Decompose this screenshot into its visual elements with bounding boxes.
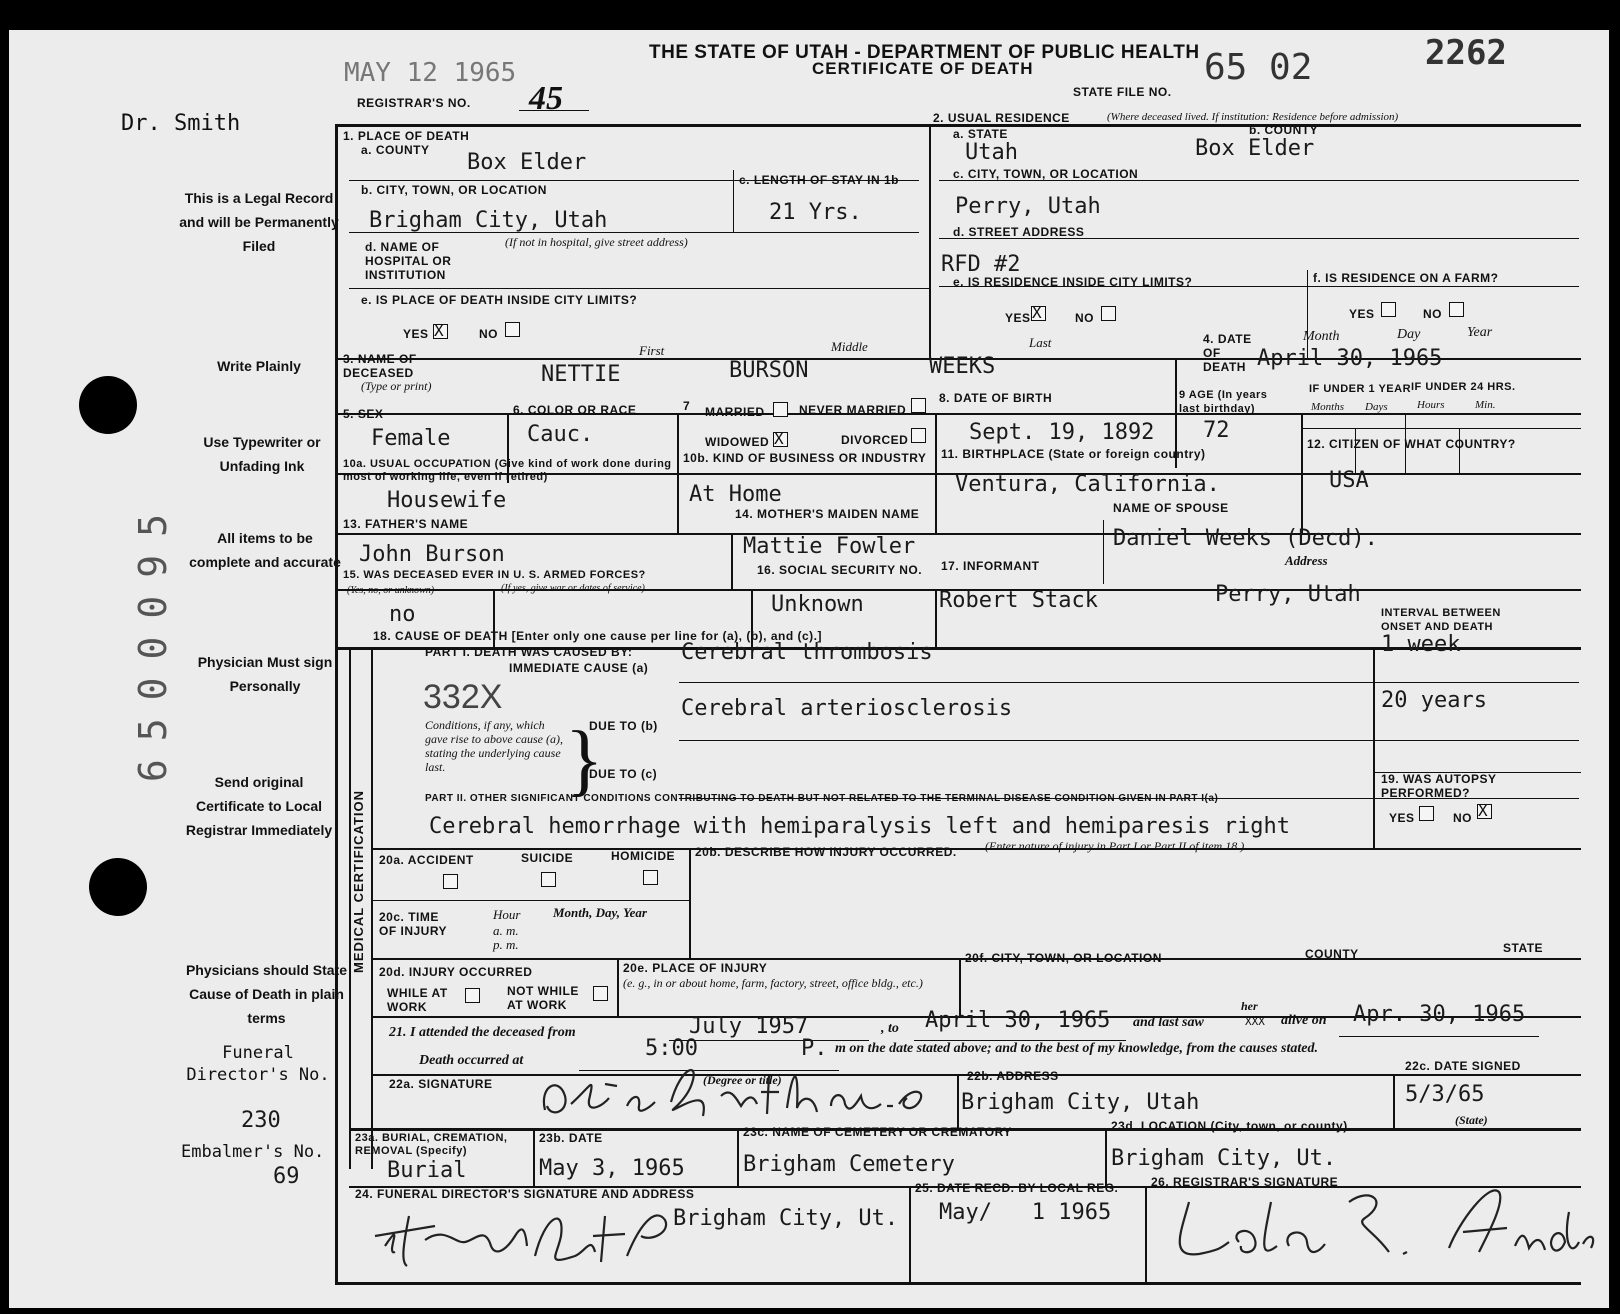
hour-label: Hour [493,907,521,922]
burial-date-value: May 3, 1965 [539,1156,685,1181]
physician-signature [531,1056,951,1128]
cemetery-label: 23c. NAME OF CEMETERY OR CREMATORY [743,1125,1012,1139]
res-street-value: RFD #2 [941,252,1021,277]
farm-yes-label: YES [1349,307,1375,321]
business-label: 10b. KIND OF BUSINESS OR INDUSTRY [683,451,927,465]
part1-label: PART I. DEATH WAS CAUSED BY: [425,645,633,659]
burial-date-label: 23b. DATE [539,1131,603,1145]
note-use-typewriter: Use Typewriter or Unfading Ink [203,434,321,474]
date-recd-label: 25. DATE RECD. BY LOCAL REG. [915,1181,1119,1195]
father-value: John Burson [359,542,505,567]
deceased-name-label: 3. NAME OF DECEASED [343,352,417,380]
accident-label: 20a. ACCIDENT [379,853,474,867]
married-checkbox[interactable] [773,402,788,417]
due-c-label: DUE TO (c) [589,767,658,781]
funeral-director-address: Brigham City, Ut. [673,1206,899,1231]
cemetery-value: Brigham Cemetery [743,1152,955,1177]
widowed-checkbox[interactable]: X [773,432,788,447]
state-note-label: (State) [1455,1113,1488,1127]
conditions-note: Conditions, if any, which gave rise to above cause (a), stating the underlying cause last. [425,718,563,774]
certificate-title: CERTIFICATE OF DEATH [812,59,1034,78]
days-label: Days [1365,401,1388,413]
res-no-label: NO [1075,311,1094,325]
attended-to-value: April 30, 1965 [925,1008,1111,1033]
citizen-label: 12. CITIZEN OF WHAT COUNTRY? [1307,437,1516,451]
due-b-value: Cerebral arteriosclerosis [681,696,1013,721]
injury-state-label: STATE [1503,941,1544,955]
alive-on-value: Apr. 30, 1965 [1353,1002,1526,1027]
deceased-middle-name: BURSON [729,358,809,383]
min-label: Min. [1475,399,1496,411]
note-send-original: Send original Certificate to Local Registrar Immediately [185,774,333,838]
funeral-director-number: 230 [241,1108,281,1133]
signature-label: 22a. SIGNATURE [389,1077,493,1091]
pod-hospital-note: (If not in hospital, give street address) [505,235,688,249]
pod-county-label: a. COUNTY [361,143,430,157]
note-all-items: All items to be complete and accurate [189,530,341,570]
farm-yes-checkbox[interactable] [1381,302,1396,317]
burial-location-label: 23d. LOCATION (City, town, or county) [1111,1119,1348,1133]
informant-value: Robert Stack [939,588,1098,613]
interval-b-value: 20 years [1381,688,1487,713]
while-at-work-checkbox[interactable] [465,988,480,1003]
res-no-checkbox[interactable] [1101,306,1116,321]
res-county-value: Box Elder [1195,136,1315,161]
injury-county-label: COUNTY [1305,947,1359,961]
marital-num: 7 [683,399,691,413]
birthplace-value: Ventura, California. [955,472,1220,497]
day-label: Day [1397,327,1421,342]
funeral-director-signature [365,1196,685,1276]
month-label: Month [1303,329,1340,344]
burial-type-label: 23a. BURIAL, CREMATION, REMOVAL (Specify) [355,1132,508,1157]
funeral-director-label: Funeral Director's No. [186,1043,330,1085]
certificate-paper: MAY 12 1965 THE STATE OF UTAH - DEPARTMENT OF PUBLIC HEALTH CERTIFICATE OF DEATH 65 02 2262 STATE FILE NO. REGISTRAR'S NO. 45 Dr. Smith This is a Legal Record and will be Permanently Filed Write Plainly Use Typewriter or Unfading Ink All items to be complete and accurate Physician Must sign Personally Send original Certificate to Local Registrar Immediately Physicians should State Cause of Death in plain terms Funeral Director's No. 230 Embalmer's No. 69 6500095 1. PLACE OF DEATH a. COUNTY Box Elder b. CITY, TOWN, OR LOCATION Brigham City, Utah c. LENGTH OF STAY IN 1b 21 Yrs. d. NAME OF HOSPITAL OR INSTITUTION (If not in hospital, give street address) e. IS PLACE OF DEATH INSIDE CITY LIMITS? YES X NO 2. USUAL RESIDENCE (Where deceased lived. If institution: Residence before admission) a. STATE Utah b. COUNTY Box Elder c. CITY, TOWN, OR LOCATION Perry, Utah d. STREET ADDRESS RFD #2 e. IS RESIDENCE INSIDE CITY LIMITS? YES X NO f. IS RESIDENCE ON A FARM? YES NO 3. NAME OF DECEASED (Type or print) First Middle Last NETTIE BURSON WEEKS 4. DATE OF DEATH Month Day Year April 30, 1965 5. SEX Female 6. COLOR OR RACE Cauc. 7 MARRIED NEVER MARRIED WIDOWED X DIVORCED 8. DATE OF BIRTH Sept. 19, 1892 9 AGE (In years last birthday) 72 IF UNDER 1 YEAR IF UNDER 24 HRS. Months Days Hours Min. 10a. USUAL OCCUPATION (Give kind of work done during most of working life, even if retired) Housewife 10b. KIND OF BUSINESS OR INDUSTRY At Home 11. BIRTHPLACE (State or foreign country) Ventura, California. 12. CITIZEN OF WHAT COUNTRY? USA 13. FATHER'S NAME John Burson 14. MOTHER'S MAIDEN NAME Mattie Fowler NAME OF SPOUSE Daniel Weeks (Decd). 15. WAS DECEASED EVER IN U. S. ARMED FORCES? (Yes, no, or unknown) (If yes, give war or dates of service) no 16. SOCIAL SECURITY NO. Unknown 17. INFORMANT Robert Stack Address Perry, Utah MEDICAL CERTIFICATION 18. CAUSE OF DEATH [Enter only one cause per line for (a), (b), and (c).] PART I. DEATH WAS CAUSED BY: IMMEDIATE CAUSE (a) Cerebral thrombosis INTERVAL BETWEEN ONSET AND DEATH 1 week 332X Conditions, if any, which gave rise to above cause (a), stating the underlying cause last. } DUE TO (b) Cerebral arteriosclerosis 20 years DUE TO (c) PART II. OTHER SIGNIFICANT CONDITIONS CONTRIBUTING TO DEATH BUT NOT RELATED TO THE TERMINAL DISEASE CONDITION GIVEN IN PART I(a) Cerebral hemorrhage with hemiparalysis left and hemiparesis right 19. WAS AUTOPSY PERFORMED? YES NO X 20a. ACCIDENT SUICIDE HOMICIDE 20b. DESCRIBE HOW INJURY OCCURRED. (Enter nature of injury in Part I or Part II of item 18.) 20c. TIME OF INJURY Hour a. m. p. m. Month, Day, Year 20d. INJURY OCCURRED WHILE AT WORK NOT WHILE AT WORK 20e. PLACE OF INJURY (e. g., in or about home, farm, factory, street, office bldg., etc.) 20f. CITY, TOWN, OR LOCATION COUNTY STATE 21. I attended the deceased from July 1957 , to April 30, 1965 and last saw her XXX alive on Apr. 30, 1965 Death occurred at 5:00 P. m on the date stated above; and to the best of my knowledge, from the causes stated. 22a. SIGNATURE (Degree or title) 22b. ADDRESS Brigham City, Utah 22c. DATE SIGNED 5/3/65 (State) 23a. BURIAL, CREMATION, REMOVAL (Specify) Burial 23b. DATE May 3, 1965 23c. NAME OF CEMETERY OR CREMATORY Brigham Cemetery 23d. LOCATION (City, town, or county) Brigham City, Ut. 24. FUNERAL DIRECTOR'S SIGNATURE AND ADDRESS Brigham City, Ut. 25. DATE RECD. BY LOCAL REG. May/ 1 1965 26. REGISTRAR'S SIGNATURE [9,30,1609,1308]
deceased-last-name: WEEKS [929,354,996,379]
res-state-label: a. STATE [953,127,1008,141]
res-county-label: b. COUNTY [1249,123,1319,137]
date-recd-value: May/ 1 1965 [939,1200,1112,1225]
farm-no-label: NO [1423,307,1442,321]
punch-hole-top [79,376,137,434]
informant-address: Perry, Utah [1215,582,1361,607]
widowed-label: WIDOWED [705,435,770,449]
attended-from-value: July 1957 [689,1014,809,1039]
vertical-serial-number: 6500095 [131,496,175,783]
homicide-label: HOMICIDE [611,849,675,863]
autopsy-yes-label: YES [1389,811,1415,825]
pm-label: p. m. [493,937,519,952]
residence-note: (Where deceased lived. If institution: Residence before admission) [1107,111,1399,123]
last-label: Last [1029,335,1052,350]
sex-value: Female [371,426,451,451]
knowledge-text: m on the date stated above; and to the best of my knowledge, from the causes stated. [835,1041,1318,1056]
armed-label: 15. WAS DECEASED EVER IN U. S. ARMED FORCES? [343,569,646,581]
birthplace-label: 11. BIRTHPLACE (State or foreign country) [941,447,1206,461]
immediate-cause-value: Cerebral thrombosis [681,640,933,665]
res-city-value: Perry, Utah [955,194,1101,219]
homicide-checkbox[interactable] [643,870,658,885]
pod-city-label: b. CITY, TOWN, OR LOCATION [361,183,547,197]
not-while-at-work-label: NOT WHILE AT WORK [507,984,579,1012]
autopsy-label: 19. WAS AUTOPSY PERFORMED? [1381,772,1497,800]
death-time-value: 5:00 [645,1036,698,1061]
physician-address-value: Brigham City, Utah [961,1090,1200,1115]
embalmer-number: 69 [273,1164,300,1189]
received-stamp: MAY 12 1965 [344,58,517,88]
place-of-death-label: 1. PLACE OF DEATH [343,129,470,143]
pod-yes-label: YES [403,327,429,341]
note-legal-record: This is a Legal Record and will be Permanently Filed [179,190,339,254]
burial-location-value: Brigham City, Ut. [1111,1146,1337,1171]
funeral-director-sig-label: 24. FUNERAL DIRECTOR'S SIGNATURE AND ADDRESS [355,1187,695,1201]
months-label: Months [1311,401,1344,413]
place-of-injury-note: (e. g., in or about home, farm, factory, street, office bldg., etc.) [623,976,923,990]
mother-label: 14. MOTHER'S MAIDEN NAME [735,507,920,521]
cause-code: 332X [423,678,503,716]
note-physicians-should: Physicians should State Cause of Death in plain terms [185,962,348,1026]
ssn-label: 16. SOCIAL SECURITY NO. [757,563,923,577]
registrar-number: 45 [529,80,563,117]
pod-no-label: NO [479,327,498,341]
pod-no-checkbox[interactable] [505,322,520,337]
pod-county-value: Box Elder [467,150,587,175]
place-of-injury-label: 20e. PLACE OF INJURY [623,961,768,975]
color-value: Cauc. [527,422,594,447]
autopsy-no-label: NO [1453,811,1472,825]
while-at-work-label: WHILE AT WORK [387,986,448,1014]
doctor-name: Dr. Smith [121,111,241,136]
registrar-signature [1159,1162,1599,1280]
autopsy-yes-checkbox[interactable] [1419,806,1434,821]
degree-label: (Degree or title) [703,1073,782,1087]
injury-occurred-label: 20d. INJURY OCCURRED [379,965,533,979]
year-label: Year [1467,325,1493,340]
last-saw-label: and last saw [1133,1015,1204,1030]
dob-label: 8. DATE OF BIRTH [939,391,1053,405]
pod-stay-value: 21 Yrs. [769,200,862,225]
due-b-label: DUE TO (b) [589,719,658,733]
date-signed-label: 22c. DATE SIGNED [1405,1059,1521,1073]
age-label: 9 AGE (In years last birthday) [1179,389,1268,415]
res-inside-limits-label: e. IS RESIDENCE INSIDE CITY LIMITS? [953,275,1193,289]
cause-of-death-label: 18. CAUSE OF DEATH [Enter only one cause per line for (a), (b), and (c).] [373,629,822,643]
res-street-label: d. STREET ADDRESS [953,225,1085,239]
date-signed-value: 5/3/65 [1405,1082,1485,1107]
to-label: , to [881,1021,899,1036]
autopsy-no-checkbox[interactable]: X [1477,804,1492,819]
part2-label: PART II. OTHER SIGNIFICANT CONDITIONS CONTRIBUTING TO DEATH BUT NOT RELATED TO THE TERMINAL DISEASE CONDITION GIVEN IN PART I(a) [425,793,1219,804]
married-label: MARRIED [705,405,765,419]
occurred-at-label: Death occurred at [419,1053,524,1068]
armed-value: no [389,602,416,627]
state-file-number: 65 02 [1204,47,1313,88]
father-label: 13. FATHER'S NAME [343,517,469,531]
deceased-first-name: NETTIE [541,362,621,387]
note-write-plainly: Write Plainly [217,358,301,374]
under24-label: IF UNDER 24 HRS. [1411,381,1516,393]
pod-yes-checkbox[interactable]: X [433,324,448,339]
residence-label: 2. USUAL RESIDENCE [933,111,1070,125]
pronoun-struck: XXX [1245,1015,1265,1028]
state-title: THE STATE OF UTAH - DEPARTMENT OF PUBLIC HEALTH [649,42,1200,63]
dob-value: Sept. 19, 1892 [969,420,1155,445]
state-file-label: STATE FILE NO. [1073,85,1172,99]
suicide-checkbox[interactable] [541,872,556,887]
color-label: 6. COLOR OR RACE [513,403,637,417]
middle-label: Middle [831,339,868,354]
burial-type-value: Burial [387,1158,467,1183]
accident-checkbox[interactable] [443,874,458,889]
address-label: Address [1285,553,1328,568]
pod-stay-label: c. LENGTH OF STAY IN 1b [739,173,899,187]
divorced-checkbox[interactable] [911,428,926,443]
death-ampm-value: P. [801,1036,828,1061]
farm-no-checkbox[interactable] [1449,302,1464,317]
embalmer-label: Embalmer's No. [181,1142,325,1162]
note-physician-sign: Physician Must sign Personally [197,654,333,694]
date-of-death-label: 4. DATE OF DEATH [1203,332,1252,374]
spouse-value: Daniel Weeks (Decd). [1113,526,1378,551]
physician-address-label: 22b. ADDRESS [967,1069,1059,1083]
occupation-label: 10a. USUAL OCCUPATION (Give kind of work done during most of working life, even if retired) [343,458,672,483]
deceased-name-note: (Type or print) [361,379,432,393]
pod-hospital-label: d. NAME OF HOSPITAL OR INSTITUTION [365,240,452,282]
divorced-label: DIVORCED [841,433,909,447]
first-label: First [639,343,665,358]
am-label: a. m. [493,923,519,938]
res-yes-checkbox[interactable]: X [1031,306,1046,321]
pod-inside-limits-label: e. IS PLACE OF DEATH INSIDE CITY LIMITS? [361,293,638,307]
spouse-label: NAME OF SPOUSE [1113,501,1229,515]
res-yes-label: YES [1005,311,1031,325]
age-value: 72 [1203,418,1230,443]
suicide-label: SUICIDE [521,851,574,865]
not-while-at-work-checkbox[interactable] [593,986,608,1001]
res-city-label: c. CITY, TOWN, OR LOCATION [953,167,1139,181]
date-of-death-value: April 30, 1965 [1257,346,1443,371]
never-married-label: NEVER MARRIED [799,403,907,417]
under1-label: IF UNDER 1 YEAR [1309,383,1412,395]
immediate-cause-label: IMMEDIATE CAUSE (a) [509,661,649,675]
part2-value: Cerebral hemorrhage with hemiparalysis left and hemiparesis right [429,814,1290,839]
time-of-injury-label: 20c. TIME OF INJURY [379,910,448,938]
pronoun-her: her [1241,999,1258,1013]
registrar-label: REGISTRAR'S NO. [357,96,471,110]
certificate-number: 2262 [1425,33,1507,73]
hours-label: Hours [1417,399,1445,411]
describe-injury-label: 20b. DESCRIBE HOW INJURY OCCURRED. [695,845,957,859]
interval-label: INTERVAL BETWEEN ONSET AND DEATH [1381,607,1501,633]
injury-city-label: 20f. CITY, TOWN, OR LOCATION [965,951,1162,965]
farm-label: f. IS RESIDENCE ON A FARM? [1313,271,1499,285]
occupation-value: Housewife [387,488,507,513]
citizen-value: USA [1329,468,1369,493]
interval-a-value: 1 week [1381,632,1461,657]
medical-certification-label: MEDICAL CERTIFICATION [351,790,366,974]
mdy-label: Month, Day, Year [553,905,647,920]
sex-label: 5. SEX [343,407,384,421]
alive-on-label: alive on [1281,1013,1327,1028]
attended-label: 21. I attended the deceased from [389,1025,576,1040]
business-value: At Home [689,482,782,507]
never-married-checkbox[interactable] [911,398,926,413]
mother-value: Mattie Fowler [743,534,916,559]
ssn-value: Unknown [771,592,864,617]
informant-label: 17. INFORMANT [941,559,1040,573]
armed-note-1: (Yes, no, or unknown) [347,585,435,596]
armed-note-2: (If yes, give war or dates of service) [501,583,645,594]
res-state-value: Utah [965,140,1018,165]
registrar-signature-label: 26. REGISTRAR'S SIGNATURE [1151,1175,1339,1189]
describe-injury-note: (Enter nature of injury in Part I or Part II of item 18.) [985,839,1245,853]
punch-hole-bottom [89,858,147,916]
pod-city-value: Brigham City, Utah [369,208,608,233]
